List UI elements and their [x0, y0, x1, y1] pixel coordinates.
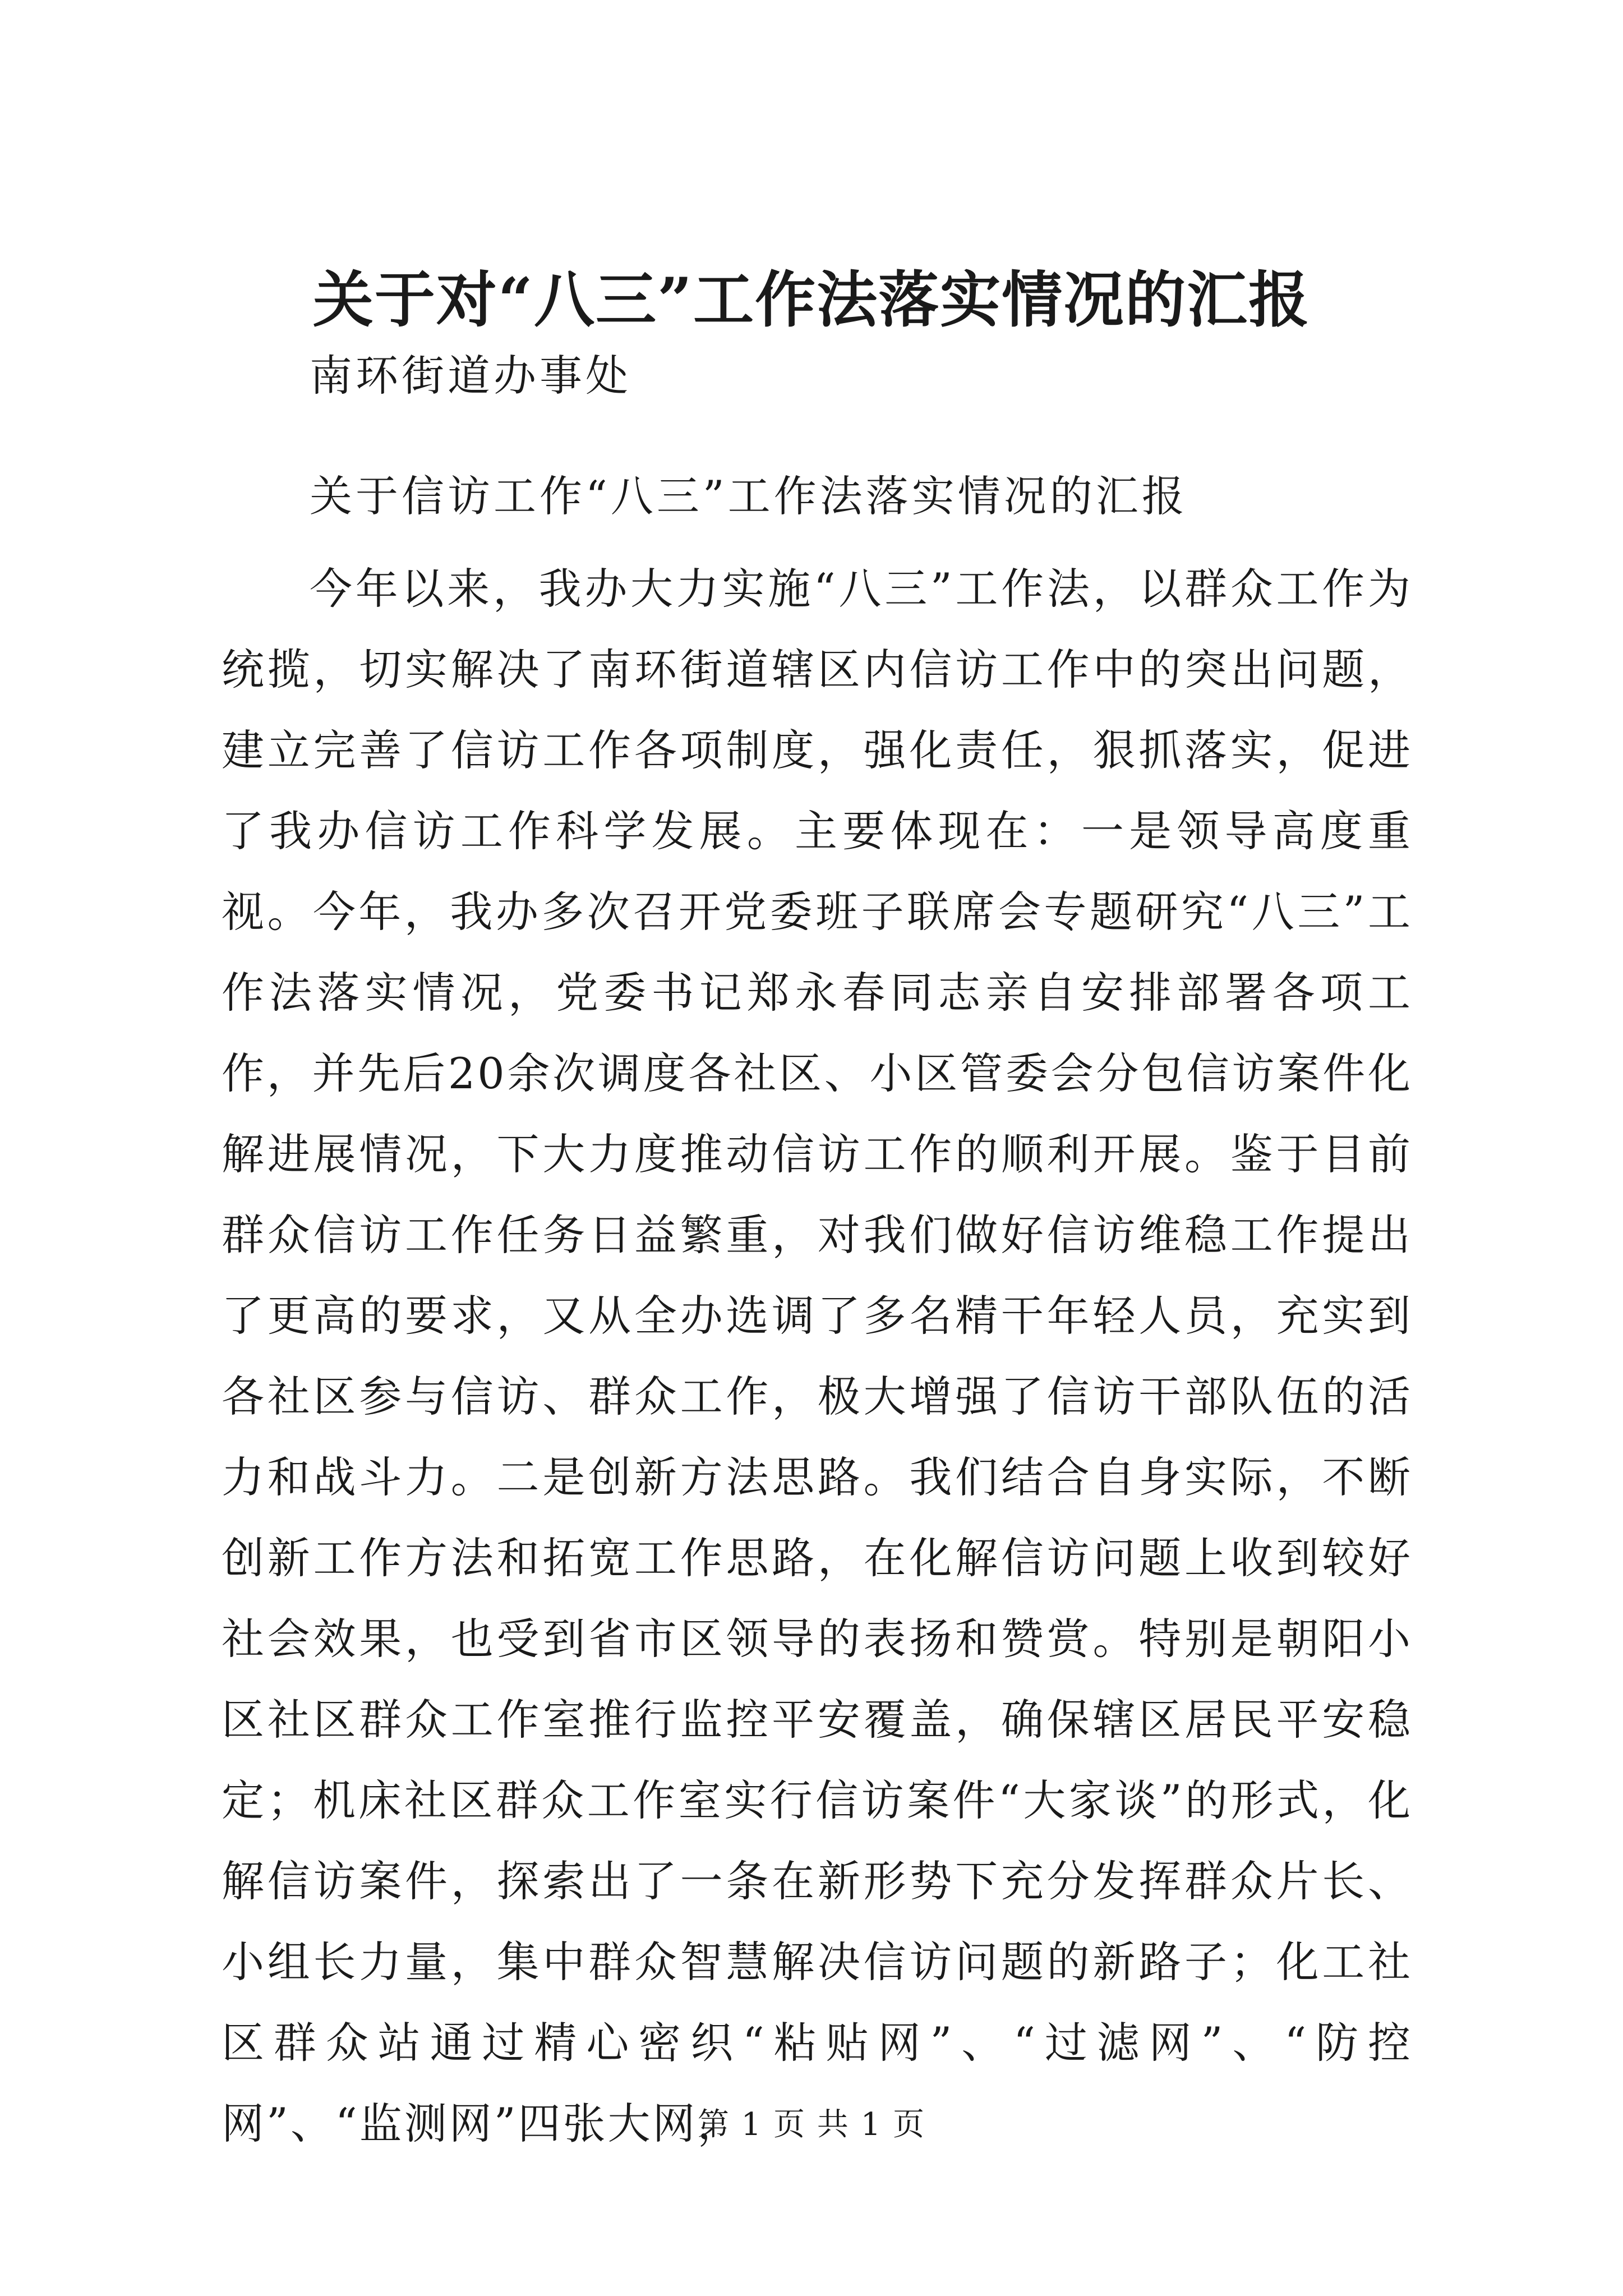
document-title: 关于对“八三”工作法落实情况的汇报 — [312, 265, 1311, 335]
document-subtitle: 关于信访工作“八三”工作法落实情况的汇报 — [310, 471, 1188, 521]
organization-name: 南环街道办事处 — [310, 351, 631, 401]
body-paragraph: 今年以来，我办大力实施“八三”工作法，以群众工作为统揽，切实解决了南环街道辖区内信访工作中的突出问题，建立完善了信访工作各项制度，强化责任，狠抓落实，促进了我办信访工作科学发展。主要体现在：一是领导高度重视。今年，我办多次召开党委班子联席会专题研究“八三”工作法落实情况，党委书记郑永春同志亲自安排部署各项工作，并先后20余次调度各社区、小区管委会分包信访案件化解进展情况，下大力度推动信访工作的顺利开展。鉴于目前群众信访工作任务日益繁重，对我们做好信访维稳工作提出了更高的要求，又从全办选调了多名精干年轻人员，充实到各社区参与信访、群众工作，极大增强了信访干部队伍的活力和战斗力。二是创新方法思路。我们结合自身实际，不断创新工作方法和拓宽工作思路，在化解信访问题上收到较好社会效果，也受到省市区领导的表扬和赞赏。特别是朝阳小区社区群众工作室推行监控平安覆盖，确保辖区居民平安稳定；机床社区群众工作室实行信访案件“大家谈”的形式，化解信访案件，探索出了一条在新形势下充分发挥群众片长、小组长力量，集中群众智慧解决信访问题的新路子；化工社区群众站通过精心密织“粘贴网”、“过滤网”、“防控网”、“监测网”四张大网， — [222, 564, 1413, 2148]
page-footer: 第 1 页 共 1 页 — [697, 2106, 926, 2143]
